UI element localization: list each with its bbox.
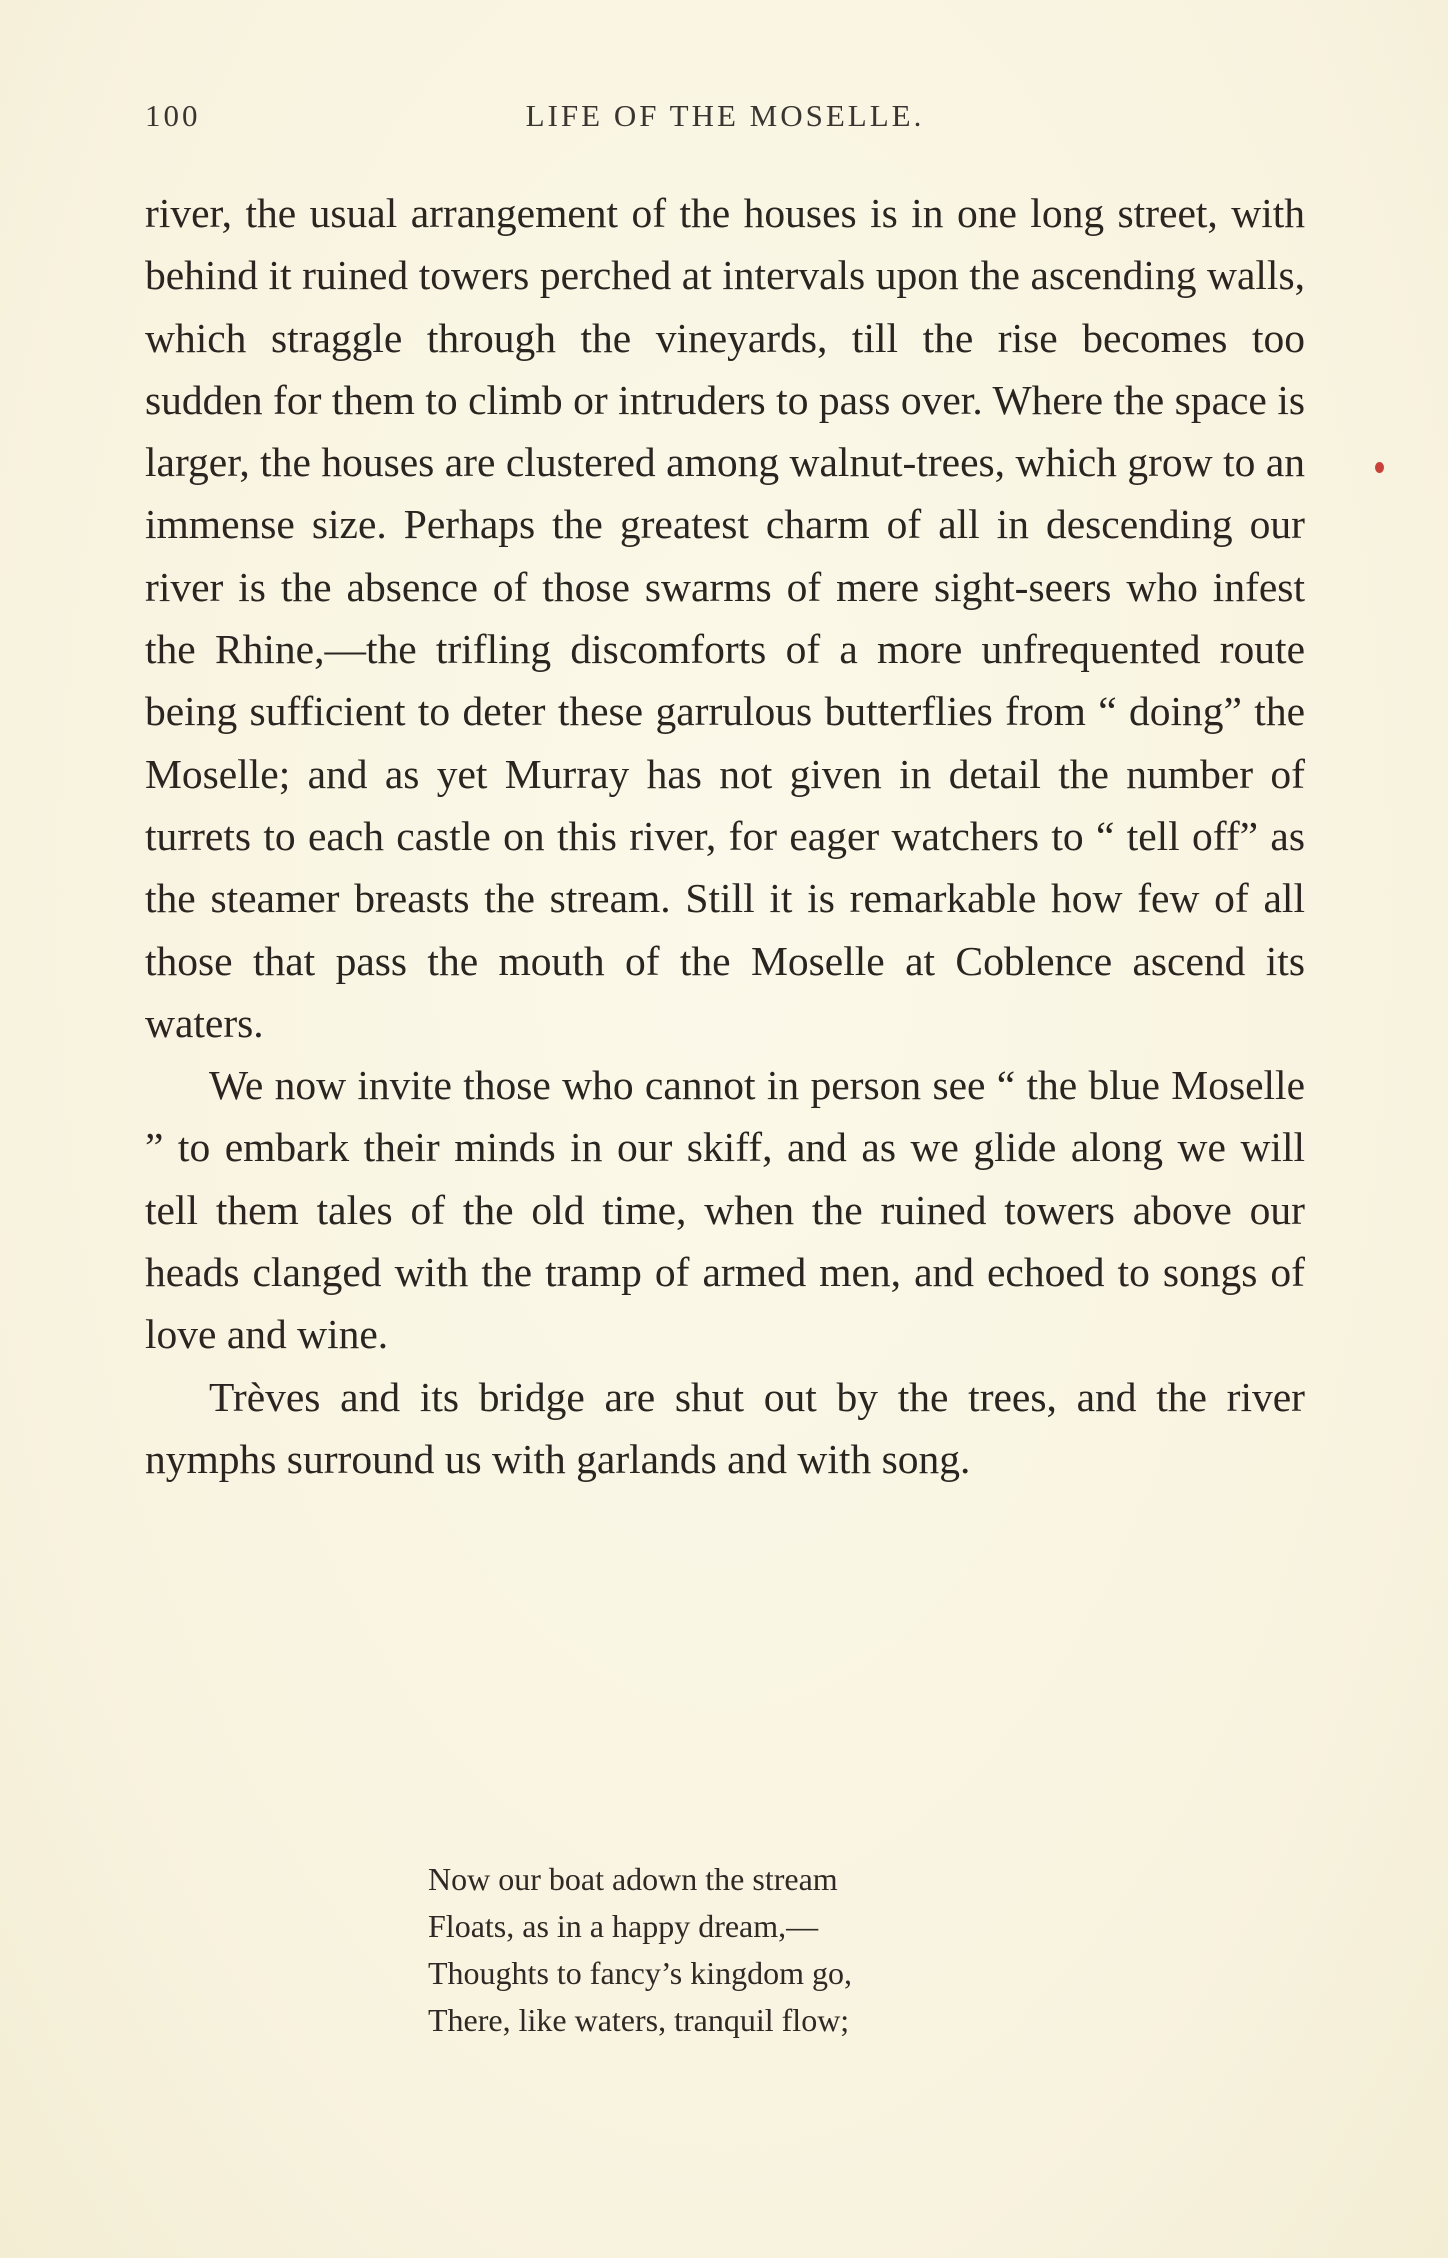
verse-line: Floats, as in a happy dream,— [428, 1908, 819, 1944]
verse-block [428, 1856, 1028, 2044]
margin-ink-dot [1375, 462, 1384, 473]
paragraph-treves: Trèves and its bridge are shut out by the trees, and the river nymphs surround us with garlands and with song. [145, 1373, 1305, 1482]
verse-line: Now our boat adown the stream [428, 1861, 838, 1897]
paragraph-invitation: We now invite those who cannot in person see “ the blue Moselle ” to embark their minds in our skiff, and as we glide along we will tell them tales of the old time, when the ruined towers above our heads clanged with the tramp of armed men, and echoed to songs of love and wine. [145, 1062, 1305, 1358]
verse-line: There, like waters, tranquil flow; [428, 2002, 850, 2038]
page-number: 100 [145, 98, 201, 133]
running-title: LIFE OF THE MOSELLE. [525, 98, 925, 133]
verse-line: Thoughts to fancy’s kingdom go, [428, 1955, 852, 1991]
paragraph-continued: river, the usual arrangement of the houses is in one long street, with behind it ruined towers perched at intervals upon the ascending walls, which straggle through the vineyards, till the rise becomes too sudden for them to climb or intruders to pass over. Where the space is larger, the houses are clustered among walnut-trees, which grow to an immense size. Perhaps the greatest charm of all in descending our river is the absence of those swarms of mere sight-seers who infest the Rhine,—the trifling discomforts of a more unfrequented route being sufficient to deter these garrulous butterflies from “ doing” the Moselle; and as yet Murray has not given in detail the number of turrets to each castle on this river, for eager watchers to “ tell off” as the steamer breasts the stream. Still it is remarkable how few of all those that pass the mouth of the Moselle at Coblence ascend its waters. [145, 190, 1305, 1046]
body-text [145, 182, 1305, 1490]
running-head [145, 98, 1305, 138]
